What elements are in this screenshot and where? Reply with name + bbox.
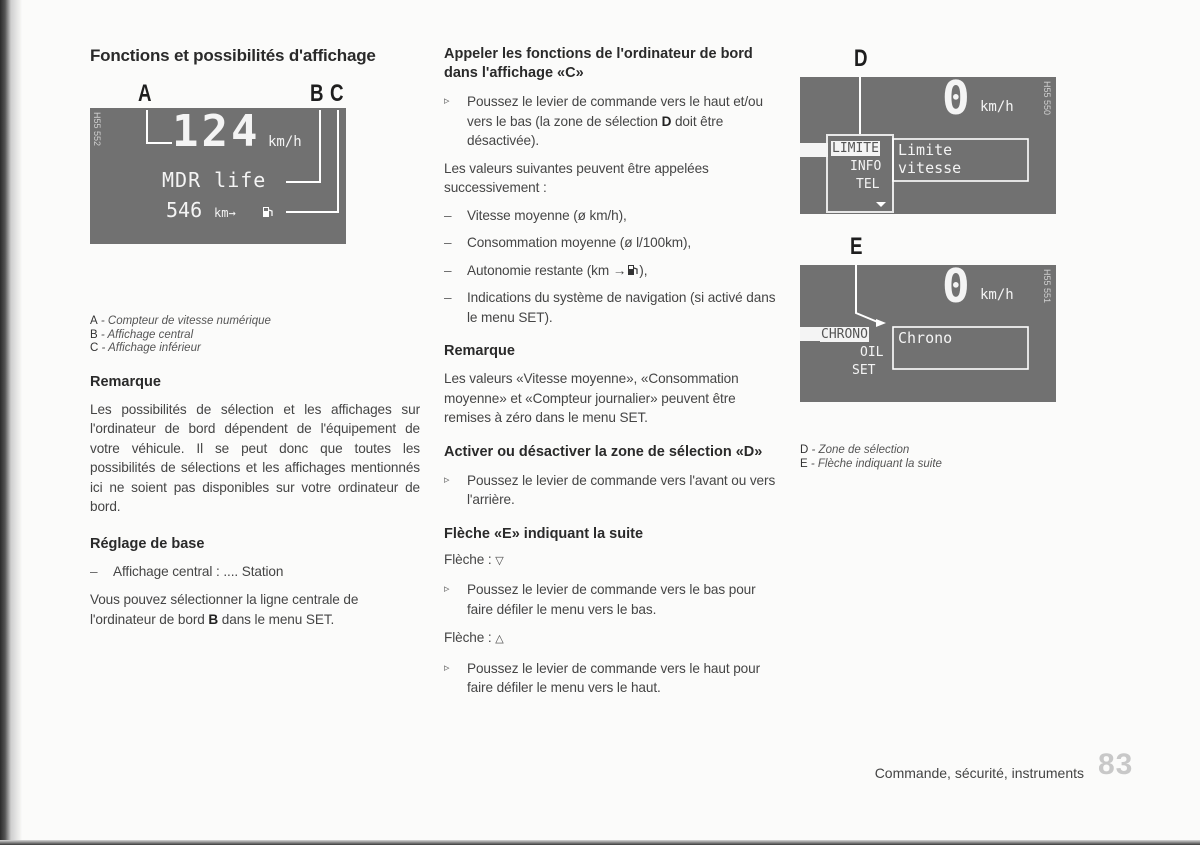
figure-captions-right [800,444,1070,471]
info-box-line2: vitesse [898,159,962,177]
column-right [800,45,1070,471]
fleche-up-label: Flèche : △ [444,630,504,645]
lower-display-value: 546 [166,198,203,222]
callout-e: E [850,233,863,260]
fleche-down-step: ▹ Poussez le levier de commande vers le bas pour faire défiler le menu vers le bas. [444,580,779,619]
fuel-pump-icon [627,264,639,276]
figure-captions [90,315,420,356]
activer-heading: Activer ou désactiver la zone de sélection «D» [444,443,763,460]
lcd-screen [90,108,346,244]
remarque-paragraph: Les possibilités de sélection et les affichages sur l'ordinateur de bord dépendent de l'équipement de votre véhicule. Il se peut donc que toutes les possibilités de sélections et les affichages mentionnés ici ne soient pas disponibles sur votre ordinateur de bord. [90,401,420,514]
column-middle [444,45,779,698]
list-item-navigation: – Indications du système de navigation (si activé dans le menu SET). [444,288,779,327]
lower-display-unit: km→ [214,206,236,220]
fleche-heading: Flèche «E» indiquant la suite [444,525,644,542]
arrow-down-icon: ▽ [495,554,504,567]
fleche-down-label: Flèche : ▽ [444,551,504,567]
callout-a: A [138,80,152,107]
footer-section-title: Commande, sécurité, instruments [874,765,1084,781]
info-box-line1: Chrono [898,329,953,347]
fuel-pump-icon [262,206,274,218]
caption-b: B - Affichage central [90,328,194,341]
callout-b: B [310,80,324,107]
page-binding-edge [0,0,22,845]
speed-unit: km/h [980,99,1014,115]
speed-unit: km/h [268,134,302,150]
menu-item-set: SET [852,363,876,378]
caption-e: E - Flèche indiquant la suite [800,457,942,470]
speed-value: 0 [942,265,970,313]
section-title: Fonctions et possibilités d'affichage [90,46,376,65]
caption-a: A - Compteur de vitesse numérique [90,315,271,327]
remarque2-paragraph: Les valeurs «Vitesse moyenne», «Consommation moyenne» et «Compteur journalier» peuvent être remises à zéro dans le menu SET. [444,371,739,425]
speed-value: 0 [942,77,970,125]
appeler-step: ▹ Poussez le levier de commande vers le haut et/ou vers le bas (la zone de sélection D doit être désactivée). [444,92,779,151]
figure-display-d [800,45,1070,220]
caption-c: C - Affichage inférieur [90,342,201,354]
list-item-vitesse: – Vitesse moyenne (ø km/h), [444,206,779,226]
reglage-item: – Affichage central : .... Station [90,562,420,582]
menu-item-chrono: CHRONO [821,327,868,342]
page-bottom-edge [0,840,1200,845]
speed-unit: km/h [980,287,1014,303]
activer-step: ▹ Poussez le levier de commande vers l'avant ou vers l'arrière. [444,471,779,510]
reglage-paragraph: Vous pouvez sélectionner la ligne centrale de l'ordinateur de bord B dans le menu SET. [90,592,359,627]
middle-display-text: MDR life [162,168,267,192]
reglage-heading: Réglage de base [90,535,205,552]
figure-code: H55 552 [92,112,102,147]
lcd-screen-e [800,265,1056,402]
digital-speed-value: 124 [172,108,261,157]
menu-item-limite: LIMITE [832,141,879,156]
fleche-up-step: ▹ Poussez le levier de commande vers le haut pour faire défiler le menu vers le haut. [444,659,779,698]
figure-display-e [800,233,1070,408]
figure-code: H55 550 [1042,81,1052,116]
lcd-screen-d [800,77,1056,214]
list-item-autonomie: – Autonomie restante (km → ), [444,261,779,281]
list-item-consommation: – Consommation moyenne (ø l/100km), [444,233,779,253]
menu-item-tel: TEL [856,177,880,192]
callout-c: C [330,80,344,107]
remarque2-heading: Remarque [444,343,515,359]
info-box-line1: Limite [898,141,953,159]
callout-d: D [854,45,868,72]
column-left [90,45,420,629]
menu-item-oil: OIL [860,345,884,360]
figure-code: H55 551 [1042,269,1052,304]
remarque-heading: Remarque [90,373,161,390]
arrow-up-icon: △ [495,633,504,645]
appeler-heading: Appeler les fonctions de l'ordinateur de bord dans l'affichage «C» [444,46,753,81]
caption-d: D - Zone de sélection [800,444,910,456]
figure-display-abc [90,80,420,254]
values-intro: Les valeurs suivantes peuvent être appelées successivement : [444,160,709,195]
page-number: 83 [1098,748,1134,781]
menu-item-info: INFO [850,159,882,174]
